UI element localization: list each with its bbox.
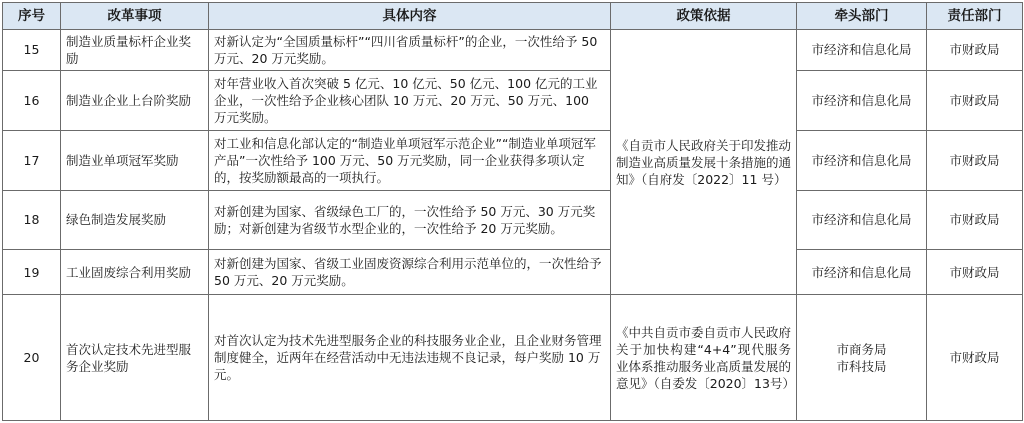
header-resp-dept: 责任部门 [927, 3, 1023, 30]
table-header-row [3, 3, 1023, 30]
table-row [3, 131, 1023, 191]
row-lead-dept: 市经济和信息化局 [797, 70, 927, 131]
lead-dept-line: 市商务局 [836, 341, 887, 357]
row-lead-dept: 市经济和信息化局 [797, 249, 927, 295]
table-row [3, 70, 1023, 131]
row-no: 18 [3, 191, 61, 250]
row-resp-dept: 市财政局 [927, 30, 1023, 71]
row-lead-dept [797, 295, 927, 421]
row-item: 制造业质量标杆企业奖励 [61, 30, 209, 71]
row-item: 制造业单项冠军奖励 [61, 131, 209, 191]
header-basis: 政策依据 [611, 3, 797, 30]
row-resp-dept: 市财政局 [927, 249, 1023, 295]
header-content: 具体内容 [209, 3, 611, 30]
row-no: 19 [3, 249, 61, 295]
row-content: 对新创建为国家、省级工业固废资源综合利用示范单位的，一次性给予 50 万元、20 万元奖励。 [209, 249, 611, 295]
header-lead-dept: 牵头部门 [797, 3, 927, 30]
lead-dept-line: 市科技局 [836, 358, 887, 374]
row-resp-dept: 市财政局 [927, 70, 1023, 131]
row-lead-dept: 市经济和信息化局 [797, 191, 927, 250]
row-content: 对首次认定为技术先进型服务企业的科技服务业企业，且企业财务管理制度健全，近两年在经营活动中无违法违规不良记录，每户奖励 10 万元。 [209, 295, 611, 421]
row-lead-dept: 市经济和信息化局 [797, 30, 927, 71]
merged-policy-basis: 《自贡市人民政府关于印发推动制造业高质量发展十条措施的通知》（自府发〔2022〕11 号） [611, 30, 797, 295]
header-item: 改革事项 [61, 3, 209, 30]
row-resp-dept: 市财政局 [927, 191, 1023, 250]
row-item: 绿色制造发展奖励 [61, 191, 209, 250]
row-no: 17 [3, 131, 61, 191]
row-resp-dept: 市财政局 [927, 295, 1023, 421]
row-no: 15 [3, 30, 61, 71]
header-no: 序号 [3, 3, 61, 30]
row-item: 工业固废综合利用奖励 [61, 249, 209, 295]
row-no: 20 [3, 295, 61, 421]
row-lead-dept: 市经济和信息化局 [797, 131, 927, 191]
row-item: 制造业企业上台阶奖励 [61, 70, 209, 131]
table-row [3, 191, 1023, 250]
table-row [3, 249, 1023, 295]
row-no: 16 [3, 70, 61, 131]
row-item: 首次认定技术先进型服务企业奖励 [61, 295, 209, 421]
row-content: 对新创建为国家、省级绿色工厂的，一次性给予 50 万元、30 万元奖励；对新创建为省级节水型企业的，一次性给予 20 万元奖励。 [209, 191, 611, 250]
row-policy-basis: 《中共自贡市委自贡市人民政府关于加快构建“4+4”现代服务业体系推动服务业高质量发展的意见》（自委发〔2020〕13号） [611, 295, 797, 421]
row-resp-dept: 市财政局 [927, 131, 1023, 191]
policy-table [2, 2, 1023, 421]
row-content: 对工业和信息化部认定的“制造业单项冠军示范企业”“制造业单项冠军产品”一次性给予 100 万元、50 万元奖励，同一企业获得多项认定的，按奖励额最高的一项执行。 [209, 131, 611, 191]
row-content: 对年营业收入首次突破 5 亿元、10 亿元、50 亿元、100 亿元的工业企业，一次性给予企业核心团队 10 万元、20 万元、50 万元、100 万元奖励。 [209, 70, 611, 131]
table-row [3, 30, 1023, 71]
table-row [3, 295, 1023, 421]
row-content: 对新认定为“全国质量标杆”“四川省质量标杆”的企业，一次性给予 50 万元、20 万元奖励。 [209, 30, 611, 71]
